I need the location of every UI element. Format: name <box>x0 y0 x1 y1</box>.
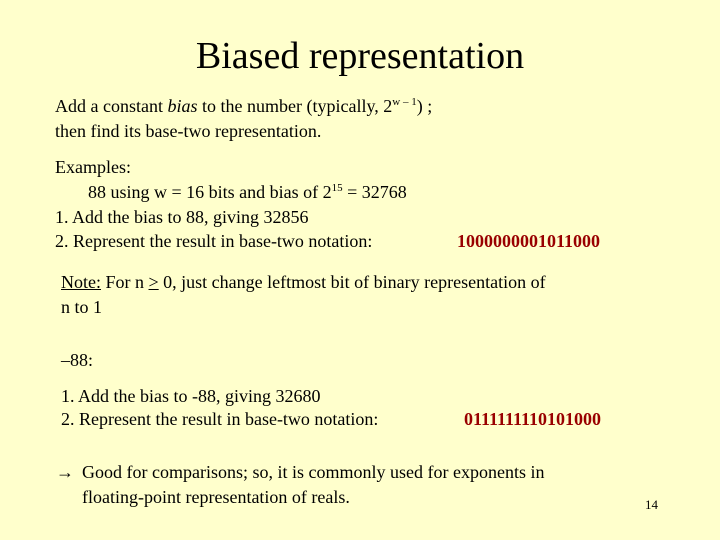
example-step-1: 1. Add the bias to 88, giving 32856 <box>55 207 309 227</box>
note-line-2: n to 1 <box>61 297 103 317</box>
exponent: w – 1 <box>392 96 417 108</box>
example-step-2: 2. Represent the result in base-two notation: <box>55 231 373 251</box>
negative-step-2: 2. Represent the result in base-two notation: <box>61 409 379 429</box>
example-description: 88 using w = 16 bits and bias of $2^{15} = 32768$ <box>88 182 407 202</box>
conclusion-line-1: → Good for comparisons; so, it is commonly used for exponents in <box>56 462 545 482</box>
bias-term: bias <box>167 96 198 116</box>
example-result-binary: 1000000001011000 <box>457 231 601 251</box>
exponent: 15 <box>331 182 343 194</box>
negative-heading: –88: <box>61 350 94 370</box>
slide-title: Biased representation <box>195 35 525 77</box>
note-label: Note: <box>61 272 101 292</box>
geq-symbol: > <box>148 272 159 292</box>
intro-line-1: Add a constant bias to the number (typically, 2$^{w - 1}$) ; <box>55 96 433 116</box>
negative-result-binary: 0111111110101000 <box>464 409 602 429</box>
note-line-1: Note: For n > 0, just change leftmost bit of binary representation of <box>61 272 546 292</box>
right-arrow-icon: → <box>56 462 74 482</box>
intro-line-2: then find its base-two representation. <box>55 121 322 141</box>
examples-heading: Examples: <box>55 157 131 177</box>
page-number: 14 <box>645 497 658 512</box>
conclusion-line-2: floating-point representation of reals. <box>82 487 350 507</box>
negative-step-1: 1. Add the bias to -88, giving 32680 <box>61 386 321 406</box>
